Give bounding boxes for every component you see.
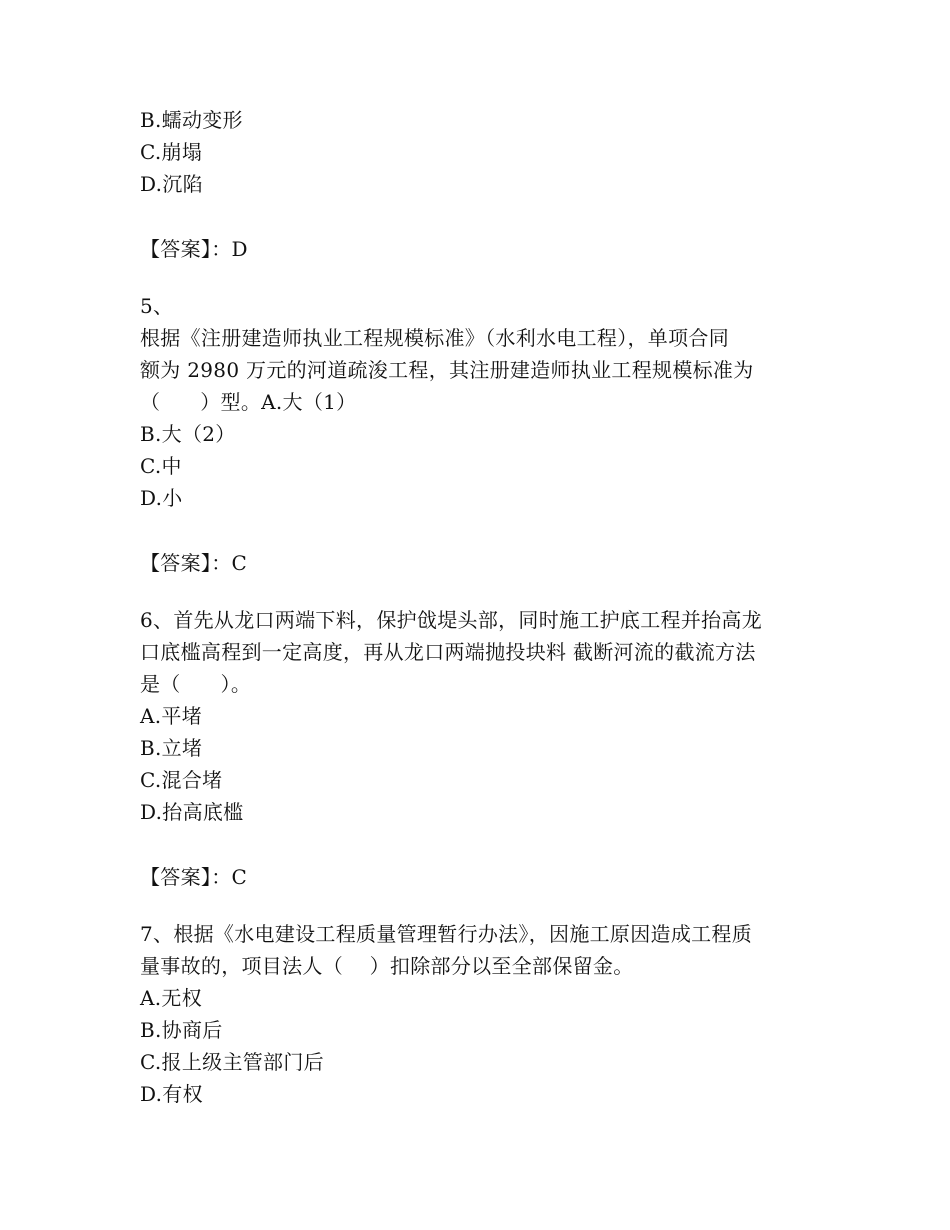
option-b: B.立堵 xyxy=(140,736,203,760)
option-c: C.崩塌 xyxy=(140,140,203,164)
question-text-line: 根据《注册建造师执业工程规模标准》（水利水电工程），单项合同 xyxy=(140,326,729,350)
option-d: D.小 xyxy=(140,486,183,510)
question-text-line: 量事故的，项目法人（ ）扣除部分以至全部保留金。 xyxy=(140,954,634,978)
question-4-tail xyxy=(140,104,820,265)
question-text-line: 6、首先从龙口两端下料，保护戗堤头部，同时施工护底工程并抬高龙 xyxy=(140,608,763,632)
option-c: C.报上级主管部门后 xyxy=(140,1050,324,1074)
document-page xyxy=(140,104,820,1110)
option-a: A.平堵 xyxy=(140,704,203,728)
question-text-line: 额为 2980 万元的河道疏浚工程，其注册建造师执业工程规模标准为 xyxy=(140,358,754,382)
question-5 xyxy=(140,290,820,579)
answer-line: 【答案】：D xyxy=(140,237,248,261)
option-b: B.蠕动变形 xyxy=(140,108,243,132)
option-d: D.沉陷 xyxy=(140,172,203,196)
answer-line: 【答案】：C xyxy=(140,551,248,575)
question-text-line: 口底槛高程到一定高度，再从龙口两端抛投块料 截断河流的截流方法 xyxy=(140,640,756,664)
question-text-line: （ ）型。A.大（1） xyxy=(140,390,357,414)
question-number: 5、 xyxy=(140,294,174,318)
option-d: D.有权 xyxy=(140,1082,203,1106)
question-text-line: 7、根据《水电建设工程质量管理暂行办法》，因施工原因造成工程质 xyxy=(140,922,753,946)
option-b: B.协商后 xyxy=(140,1018,223,1042)
question-7 xyxy=(140,918,820,1110)
option-a: A.无权 xyxy=(140,986,203,1010)
question-text-line: 是（ ）。 xyxy=(140,672,252,696)
option-c: C.混合堵 xyxy=(140,768,223,792)
option-d: D.抬高底槛 xyxy=(140,800,244,824)
option-b: B.大（2） xyxy=(140,422,236,446)
answer-line: 【答案】：C xyxy=(140,865,248,889)
option-c: C.中 xyxy=(140,454,182,478)
question-6 xyxy=(140,604,820,893)
